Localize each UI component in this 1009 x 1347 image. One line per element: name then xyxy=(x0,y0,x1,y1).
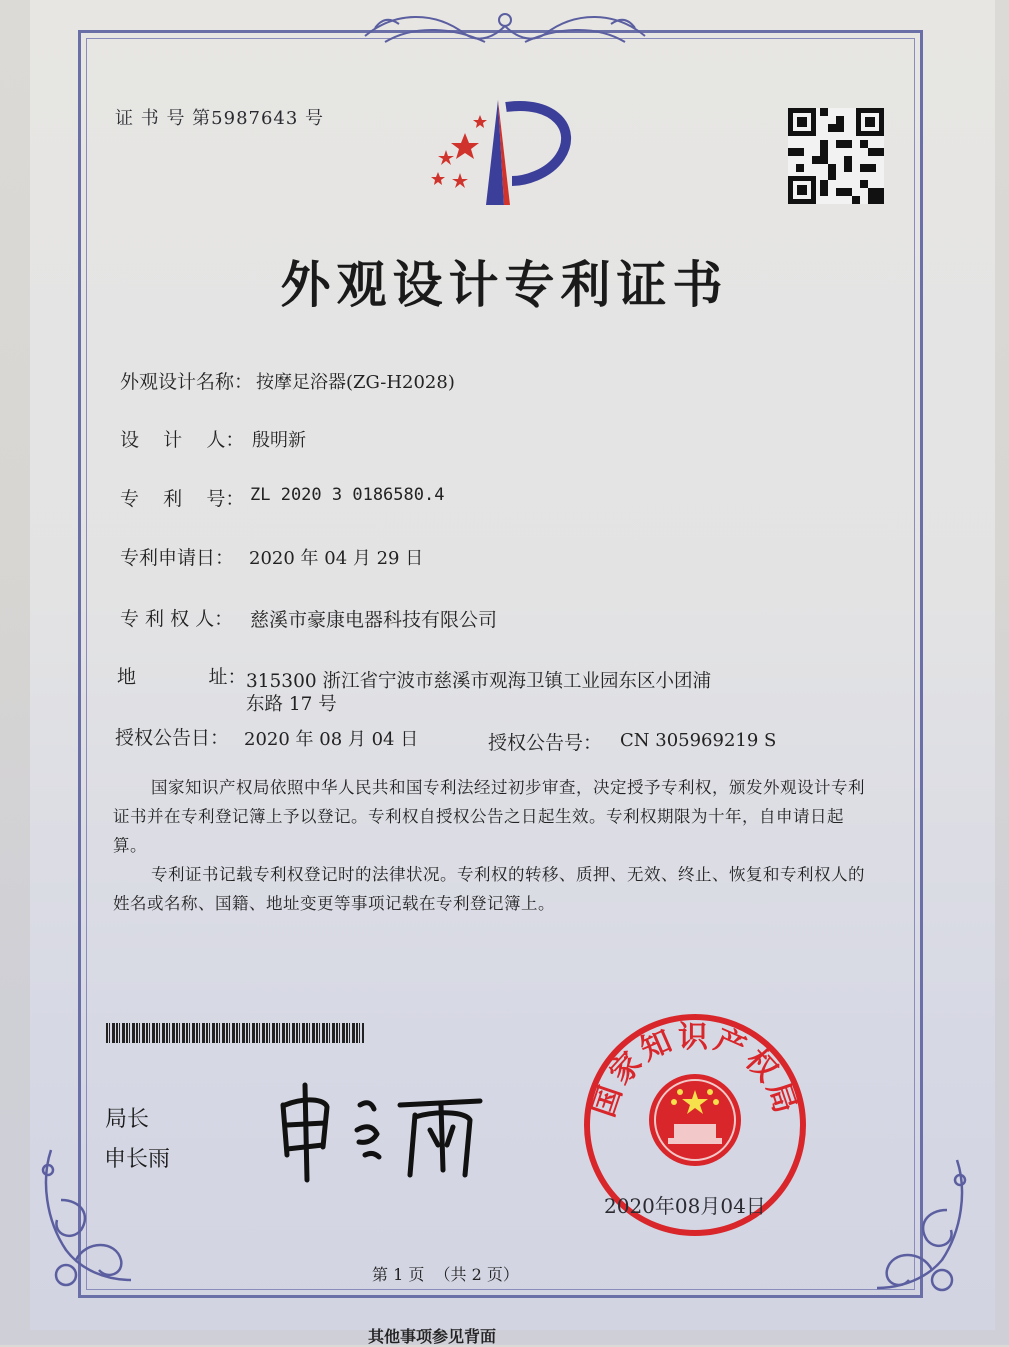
seal-text: 国家知识产权局 xyxy=(586,1019,804,1122)
filing-date-value: 2020 年 04 月 29 日 xyxy=(249,548,424,569)
body-paragraph-2-text: 专利证书记载专利权登记时的法律状况。专利权的转移、质押、无效、终止、恢复和专利权人的姓名或名称、国籍、地址变更等事项记载在专利登记簿上。 xyxy=(113,865,865,913)
grant-date-value: 2020 年 08 月 04 日 xyxy=(244,729,419,750)
barcode xyxy=(106,1023,364,1043)
patent-number-label: 专 利 号： xyxy=(120,488,245,510)
grant-date-label: 授权公告日： xyxy=(115,727,230,749)
address-line-1: 315300 浙江省宁波市慈溪市观海卫镇工业园东区小团浦 xyxy=(246,671,712,692)
filing-date-label: 专利申请日： xyxy=(120,547,235,569)
address-line-2: 东路 17 号 xyxy=(246,694,337,715)
top-ornament xyxy=(355,6,655,52)
page-title: 外观设计专利证书 xyxy=(280,256,729,314)
corner-ornament-bottom-right xyxy=(862,1150,972,1300)
address-label: 地 址： xyxy=(117,666,247,688)
director-name: 申长雨 xyxy=(104,1147,171,1172)
design-name-label: 外观设计名称： xyxy=(120,371,254,393)
certificate-number: 证 书 号 第5987643 号 xyxy=(115,108,325,129)
designer-value: 殷明新 xyxy=(252,430,306,451)
body-paragraph-2 xyxy=(113,860,873,918)
body-paragraph-1 xyxy=(113,773,873,860)
patentee-value: 慈溪市豪康电器科技有限公司 xyxy=(250,609,498,631)
grant-number-label: 授权公告号： xyxy=(488,732,603,754)
grant-number-value: CN 305969219 S xyxy=(620,730,777,751)
body-paragraph-1-text: 国家知识产权局依照中华人民共和国专利法经过初步审查，决定授予专利权，颁发外观设计专利证书并在专利登记簿上予以登记。专利权自授权公告之日起生效。专利权期限为十年，自申请日起算。 xyxy=(113,778,865,855)
designer-label: 设 计 人： xyxy=(120,429,245,451)
seal-date: 2020年08月04日 xyxy=(604,1194,766,1218)
director-title: 局长 xyxy=(105,1107,150,1132)
cnipa-logo-icon xyxy=(420,95,580,215)
handwritten-signature xyxy=(265,1075,495,1185)
qr-code-icon xyxy=(788,108,884,204)
patent-number-value: ZL 2020 3 0186580.4 xyxy=(250,485,445,505)
page-indicator: 第 1 页 （共 2 页） xyxy=(372,1265,519,1284)
design-name-value: 按摩足浴器(ZG-H2028) xyxy=(256,372,455,393)
footer-note: 其他事项参见背面 xyxy=(368,1327,497,1346)
patentee-label: 专 利 权 人： xyxy=(120,608,234,630)
